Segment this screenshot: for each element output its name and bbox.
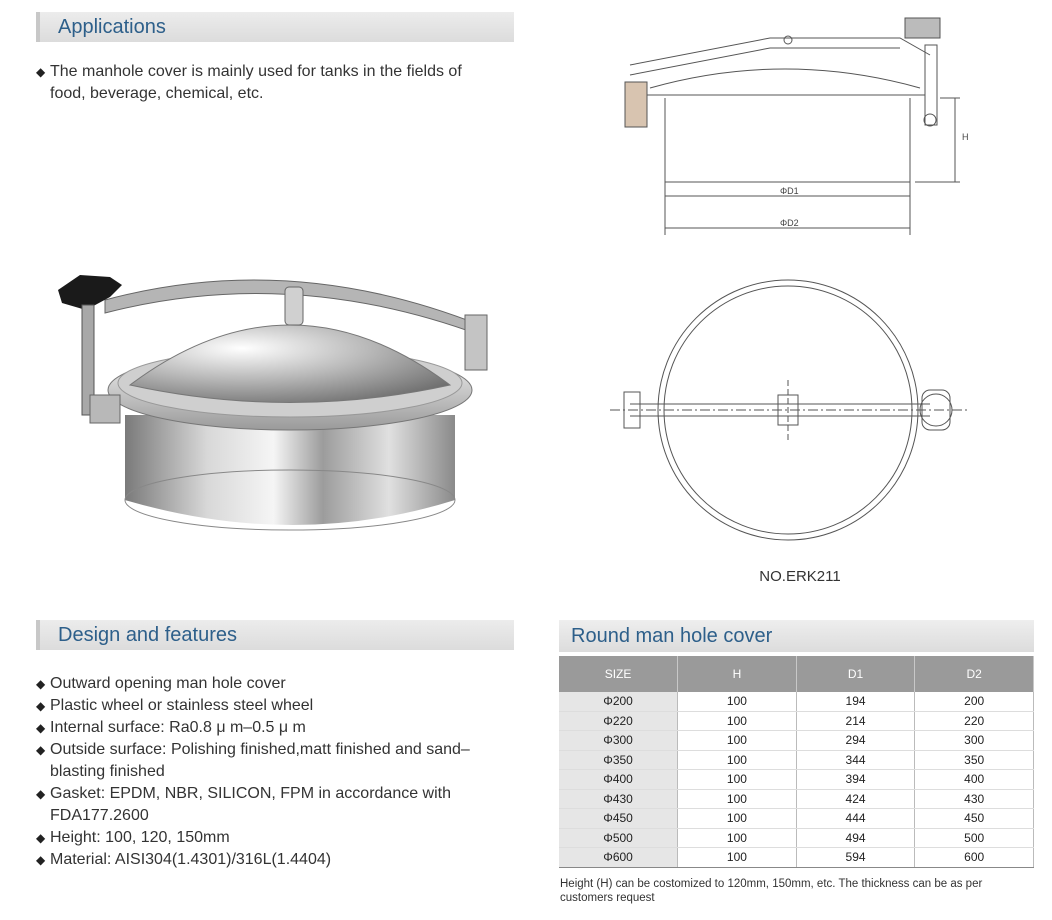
table-row xyxy=(559,848,1034,868)
table-cell: 100 xyxy=(678,711,797,731)
feature-item: ◆ Outside surface: Polishing finished,matt finished and sand– blasting finished xyxy=(36,739,506,783)
applications-title: Applications xyxy=(58,15,166,38)
table-cell: Φ450 xyxy=(559,809,678,829)
table-cell: 100 xyxy=(678,809,797,829)
table-row xyxy=(559,789,1034,809)
d1-label: ΦD1 xyxy=(780,186,799,196)
table-cell: 444 xyxy=(796,809,915,829)
feature-item: ◆ Gasket: EPDM, NBR, SILICON, FPM in accordance with FDA177.2600 xyxy=(36,783,506,827)
table-cell: Φ430 xyxy=(559,789,678,809)
table-cell: Φ600 xyxy=(559,848,678,868)
table-cell: 100 xyxy=(678,731,797,751)
feature-item: ◆ Internal surface: Ra0.8 μ m–0.5 μ m xyxy=(36,717,506,739)
feature-item: ◆ Outward opening man hole cover xyxy=(36,673,506,695)
table-cell: 500 xyxy=(915,828,1034,848)
design-features-list xyxy=(36,673,506,871)
applications-header xyxy=(36,12,514,42)
table-note: Height (H) can be costomized to 120mm, 150mm, etc. The thickness can be as per customers request xyxy=(560,878,983,904)
table-cell: Φ400 xyxy=(559,770,678,790)
table-cell: 430 xyxy=(915,789,1034,809)
table-cell: 350 xyxy=(915,750,1034,770)
table-row xyxy=(559,828,1034,848)
table-row xyxy=(559,750,1034,770)
side-view-drawing xyxy=(600,10,980,245)
applications-bullet: ◆ The manhole cover is mainly used for tanks in the fields of food, beverage, chemical, etc. xyxy=(36,61,506,105)
table-cell: 194 xyxy=(796,692,915,711)
table-cell: 100 xyxy=(678,828,797,848)
design-header xyxy=(36,620,514,650)
table-cell: 200 xyxy=(915,692,1034,711)
feature-item: ◆ Plastic wheel or stainless steel wheel xyxy=(36,695,506,717)
model-number: NO.ERK211 xyxy=(759,568,841,585)
col-header-size: SIZE xyxy=(559,656,678,692)
h-label: H xyxy=(962,132,969,142)
feature-item: ◆ Material: AISI304(1.4301)/316L(1.4404) xyxy=(36,849,506,871)
col-header-d1: D1 xyxy=(796,656,915,692)
top-view-drawing xyxy=(600,270,980,570)
table-cell: 100 xyxy=(678,750,797,770)
table-cell: 100 xyxy=(678,789,797,809)
table-title: Round man hole cover xyxy=(571,624,773,647)
table-cell: 220 xyxy=(915,711,1034,731)
feature-item: ◆ Height: 100, 120, 150mm xyxy=(36,827,506,849)
table-cell: 100 xyxy=(678,848,797,868)
table-cell: Φ500 xyxy=(559,828,678,848)
d2-label: ΦD2 xyxy=(780,218,799,228)
table-cell: 494 xyxy=(796,828,915,848)
table-row xyxy=(559,731,1034,751)
table-title-bar xyxy=(559,620,1034,652)
table-cell: Φ350 xyxy=(559,750,678,770)
table-cell: Φ300 xyxy=(559,731,678,751)
table-cell: 214 xyxy=(796,711,915,731)
table-row xyxy=(559,692,1034,711)
table-cell: 394 xyxy=(796,770,915,790)
table-cell: Φ200 xyxy=(559,692,678,711)
table-cell: 424 xyxy=(796,789,915,809)
table-cell: 100 xyxy=(678,692,797,711)
table-cell: 100 xyxy=(678,770,797,790)
table-cell: Φ220 xyxy=(559,711,678,731)
spec-table xyxy=(559,656,1034,868)
table-cell: 294 xyxy=(796,731,915,751)
table-row xyxy=(559,809,1034,829)
table-cell: 450 xyxy=(915,809,1034,829)
col-header-d2: D2 xyxy=(915,656,1034,692)
table-cell: 400 xyxy=(915,770,1034,790)
table-row xyxy=(559,711,1034,731)
design-title: Design and features xyxy=(58,623,238,646)
table-row xyxy=(559,770,1034,790)
applications-text xyxy=(36,61,506,105)
table-cell: 300 xyxy=(915,731,1034,751)
table-header-row xyxy=(559,656,1034,692)
table-cell: 344 xyxy=(796,750,915,770)
table-cell: 600 xyxy=(915,848,1034,868)
manhole-cover-photo xyxy=(50,255,490,545)
table-cell: 594 xyxy=(796,848,915,868)
col-header-h: H xyxy=(678,656,797,692)
